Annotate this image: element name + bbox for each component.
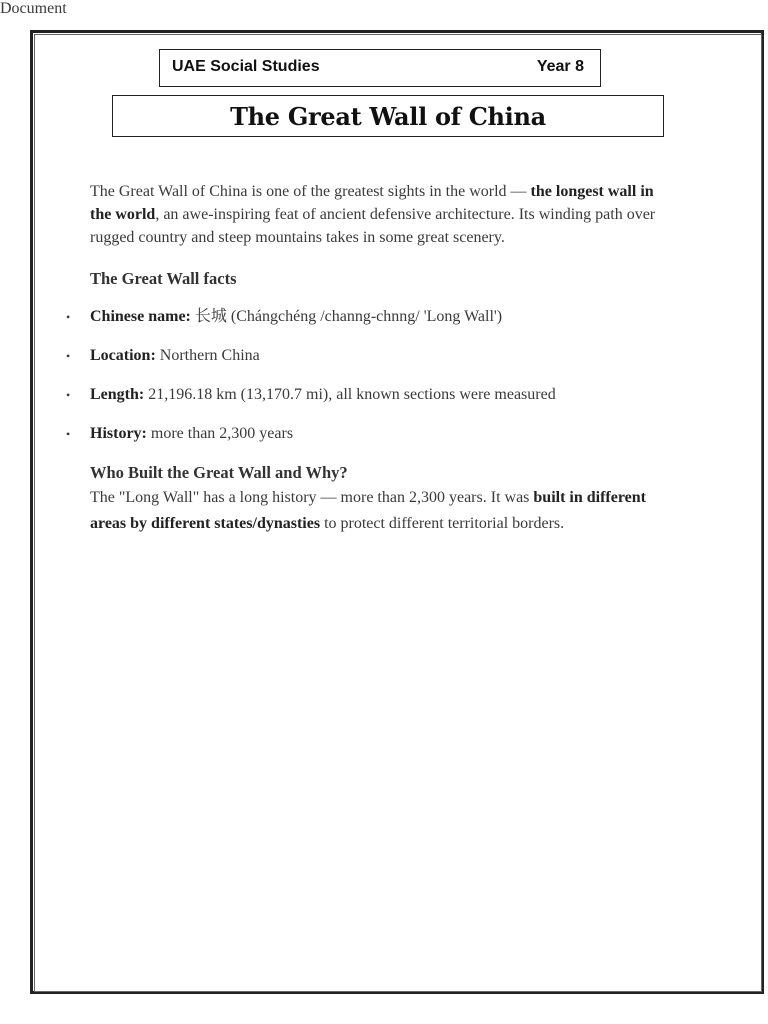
fact-label: Location: [90,347,156,364]
fact-label: History: [90,425,147,442]
bullet-icon: • [66,427,71,441]
year-label: Year 8 [536,58,584,75]
header-box [159,49,601,87]
subject-label: UAE Social Studies [172,58,320,75]
why-text-1: The "Long Wall" has a long history — more than 2,300 years. It was [90,489,534,506]
facts-list [66,307,670,463]
fact-value: more than 2,300 years [146,425,294,442]
why-paragraph [90,485,670,537]
bullet-icon: • [66,349,71,363]
intro-text-2: , an awe-inspiring feat of ancient defensive architecture. Its winding path over rugged country and steep mountains takes in some great scenery. [90,206,656,246]
bullet-icon: • [66,388,71,402]
fact-label: Length: [90,386,145,403]
fact-item-history [66,424,670,463]
why-bold: built in different areas by different states/dynasties [90,489,646,532]
fact-label: Chinese name: [90,308,191,325]
why-text-2: to protect different territorial borders. [320,515,565,532]
facts-heading: The Great Wall facts [90,269,237,288]
fact-item-length [66,385,670,424]
title-box [112,95,664,137]
fact-value: Northern China [155,347,260,364]
page-title: The Great Wall of China [230,102,546,131]
why-heading: Who Built the Great Wall and Why? [90,463,348,482]
content [66,180,670,537]
fact-item-chinese-name [66,307,670,346]
intro-bold: the longest wall in the world [90,183,654,223]
fact-value: 21,196.18 km (13,170.7 mi), all known sections were measured [144,386,556,403]
intro-text-1: The Great Wall of China is one of the greatest sights in the world — [90,183,531,200]
intro-paragraph [90,180,670,249]
fact-value: 长城 (Chángchéng /channg-chnng/ 'Long Wall') [190,308,503,325]
bullet-icon: • [66,310,71,324]
fact-item-location [66,346,670,385]
